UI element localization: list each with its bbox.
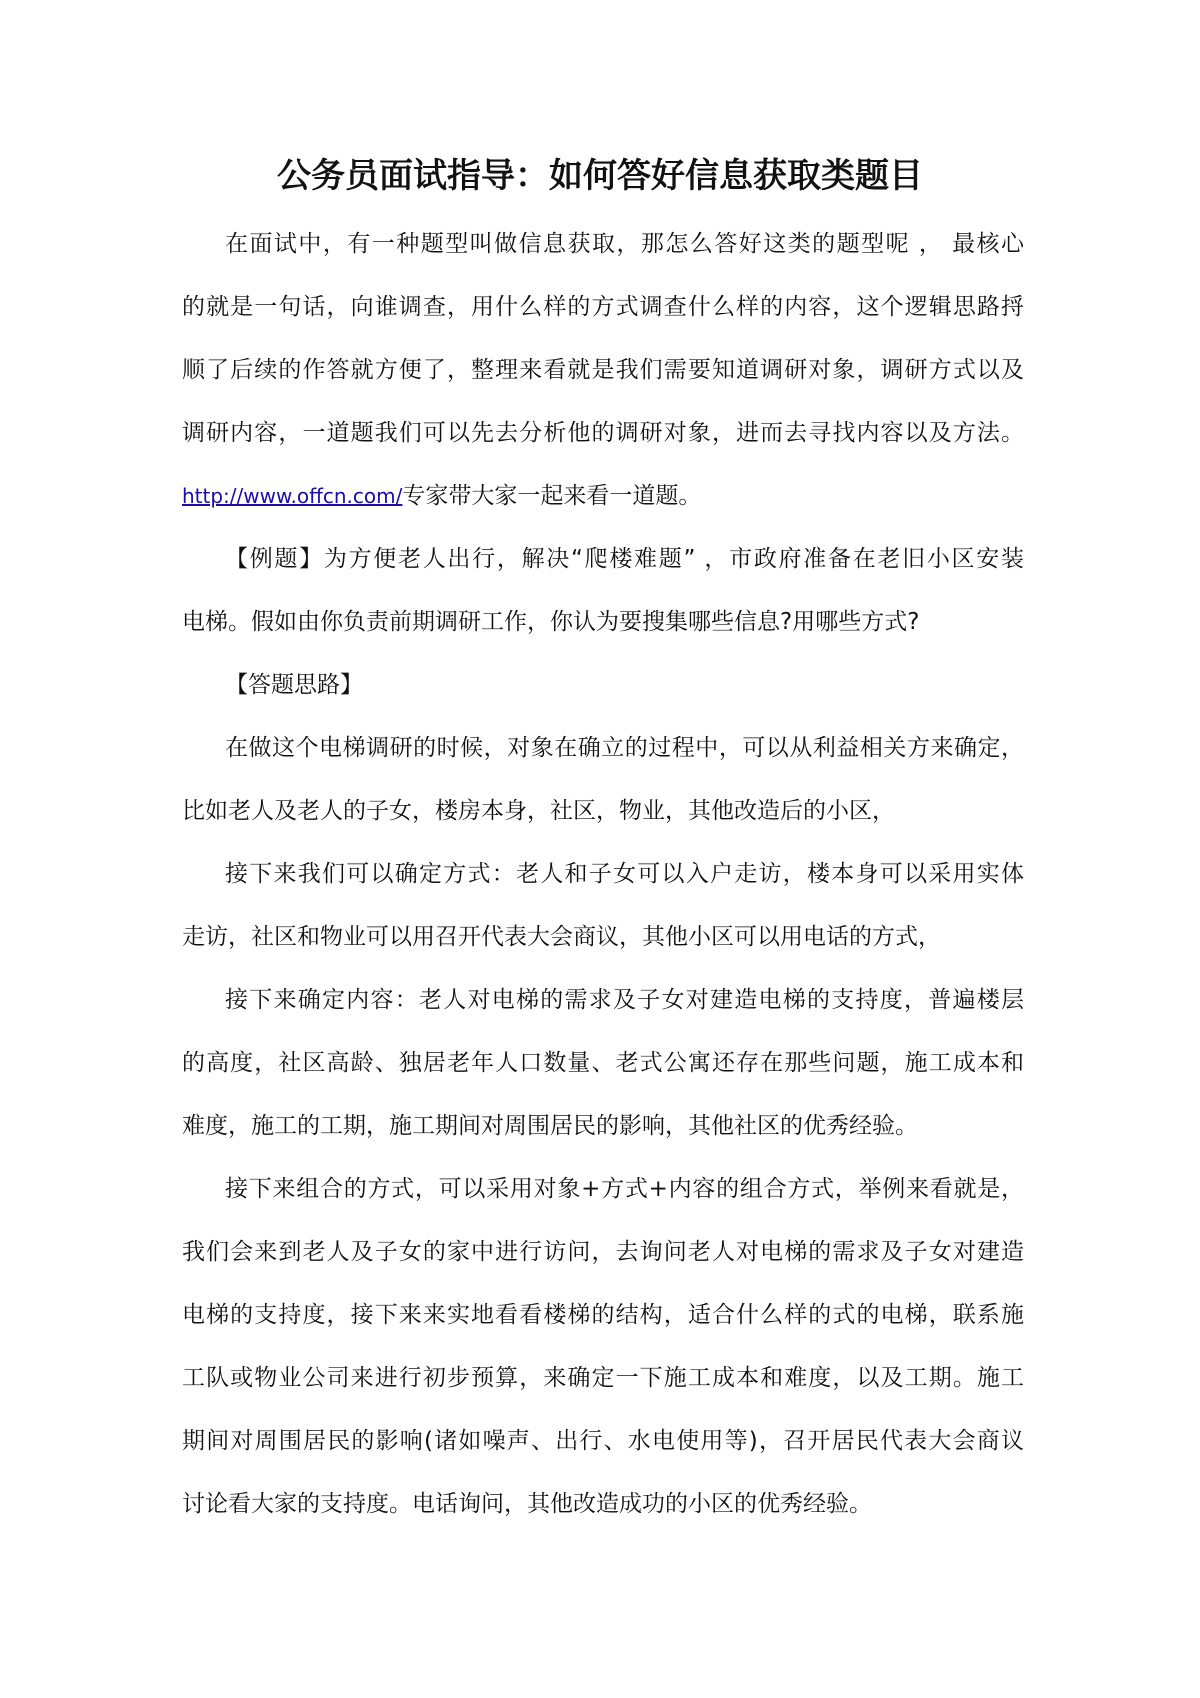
intro-line-2: 的就是一句话，向谁调查，用什么样的方式调查什么样的内容，这个逻辑思路捋 bbox=[182, 294, 1024, 320]
methods-line-1: 接下来我们可以确定方式：老人和子女可以入户走访，楼本身可以采用实体 bbox=[225, 861, 1024, 887]
intro-line-4: 调研内容，一道题我们可以先去分析他的调研对象，进而去寻找内容以及方法。 bbox=[182, 420, 1024, 446]
combine-line-6: 讨论看大家的支持度。电话询问，其他改造成功的小区的优秀经验。 bbox=[182, 1491, 872, 1517]
approach-heading: 【答题思路】 bbox=[225, 672, 363, 698]
example-line-2: 电梯。假如由你负责前期调研工作，你认为要搜集哪些信息?用哪些方式? bbox=[182, 609, 920, 635]
combine-line-5: 期间对周围居民的影响(诸如噪声、出行、水电使用等)，召开居民代表大会商议 bbox=[182, 1428, 1024, 1454]
intro-line-3: 顺了后续的作答就方便了，整理来看就是我们需要知道调研对象，调研方式以及 bbox=[182, 357, 1024, 383]
content-line-1: 接下来确定内容：老人对电梯的需求及子女对建造电梯的支持度，普遍楼层 bbox=[225, 987, 1024, 1013]
combine-line-1: 接下来组合的方式，可以采用对象+方式+内容的组合方式，举例来看就是， bbox=[225, 1176, 1024, 1202]
combine-line-4: 工队或物业公司来进行初步预算，来确定一下施工成本和难度，以及工期。施工 bbox=[182, 1365, 1024, 1391]
methods-line-2: 走访，社区和物业可以用召开代表大会商议，其他小区可以用电话的方式， bbox=[182, 924, 941, 950]
combine-line-3: 电梯的支持度，接下来来实地看看楼梯的结构，适合什么样的式的电梯，联系施 bbox=[182, 1302, 1024, 1328]
intro-line-1: 在面试中，有一种题型叫做信息获取，那怎么答好这类的题型呢 ， 最核心 bbox=[225, 231, 1024, 257]
intro-line-5-text: 专家带大家一起来看一道题。 bbox=[402, 483, 702, 509]
example-line-1: 【例题】为方便老人出行，解决“爬楼难题” ，市政府准备在老旧小区安装 bbox=[225, 546, 1024, 572]
combine-line-2: 我们会来到老人及子女的家中进行访问，去询问老人对电梯的需求及子女对建造 bbox=[182, 1239, 1024, 1265]
document-title: 公务员面试指导：如何答好信息获取类题目 bbox=[277, 156, 923, 196]
content-line-3: 难度，施工的工期，施工期间对周围居民的影响，其他社区的优秀经验。 bbox=[182, 1113, 918, 1139]
intro-line-5 bbox=[182, 479, 1024, 513]
offcn-link[interactable]: http://www.offcn.com/ bbox=[182, 484, 403, 508]
objects-line-2: 比如老人及老人的子女，楼房本身，社区，物业，其他改造后的小区， bbox=[182, 798, 895, 824]
content-line-2: 的高度，社区高龄、独居老年人口数量、老式公寓还存在那些问题，施工成本和 bbox=[182, 1050, 1024, 1076]
objects-line-1: 在做这个电梯调研的时候，对象在确立的过程中，可以从利益相关方来确定， bbox=[225, 735, 1024, 761]
